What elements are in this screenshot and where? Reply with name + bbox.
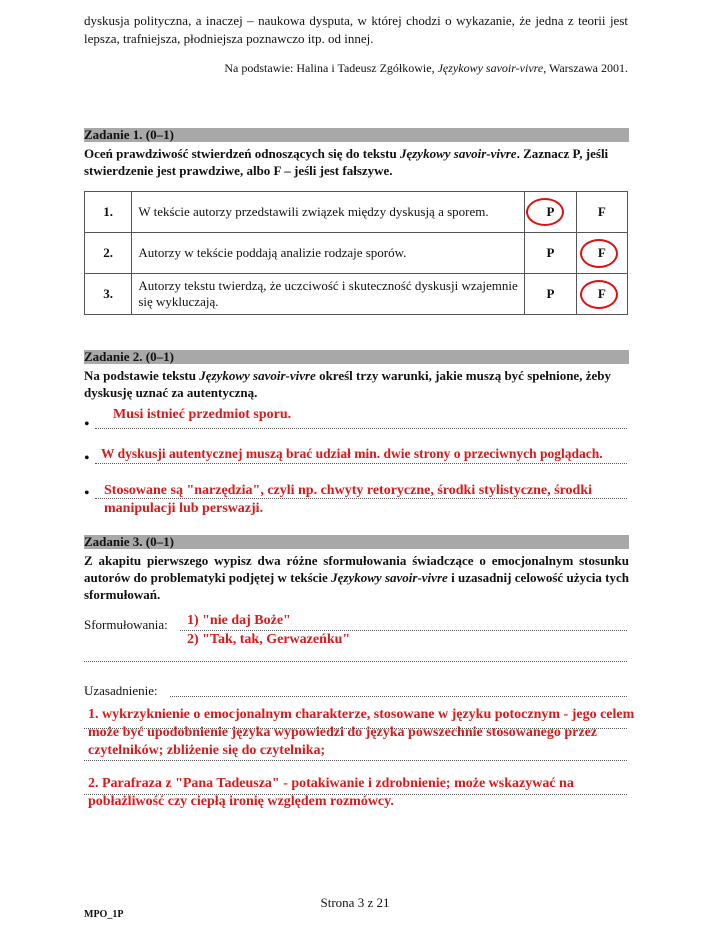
answer-circle (580, 280, 618, 309)
answer-line (84, 760, 627, 761)
task1-instruction: Oceń prawdziwość stwierdzeń odnoszących się do tekstu Językowy savoir-vivre. Zaznacz P, jeśli stwierdzenie jest prawdziwe, albo F – jeśli jest fałszywe. (84, 146, 609, 178)
answer-circle (580, 239, 618, 268)
answer-line (95, 463, 627, 464)
justification-1: 1. wykrzyknienie o emocjonalnym charakterze, stosowane w języku potocznym - jego celem może być upodobnienie języka wypowiedzi do języka powszechnie stosowanego przez czytelników; zbliżenie się do czytelnika; (88, 707, 635, 758)
task2-instruction: Na podstawie tekstu Językowy savoir-vivre określ trzy warunki, jakie muszą być spełnione, żeby dyskusję uznać za autentyczną. (84, 368, 611, 400)
justification-label: Uzasadnienie: (84, 683, 158, 698)
handwritten-answer-3: Stosowane są "narzędzia", czyli np. chwyty retoryczne, środki stylistyczne, środki manipulacji lub perswazji. (104, 483, 593, 516)
bullet-3: • (84, 485, 90, 502)
answer-line (180, 630, 627, 631)
table-row (85, 192, 628, 233)
option-false[interactable]: F (576, 274, 627, 315)
option-true[interactable]: P (525, 192, 576, 233)
justification-2: 2. Parafraza z "Pana Tadeusza" - potakiwanie i zdrobnienie; może wskazywać na pobłażliwość czy ciepłą ironię względem rozmówcy. (88, 776, 574, 809)
phrase-1: 1) "nie daj Boże" (187, 613, 291, 628)
intro-paragraph: dyskusja polityczna, a inaczej – naukowa dysputa, w której chodzi o wykazanie, że jedna z teorii jest lepsza, trafniejsza, płodniejsza poznawczo itp. od innej. (84, 13, 628, 46)
answer-circle (526, 198, 564, 226)
handwritten-answer-2: W dyskusji autentycznej muszą brać udział min. dwie strony o przeciwnych poglądach. (101, 446, 603, 461)
exam-code: MPO_1P (84, 909, 124, 920)
answer-line (95, 428, 627, 429)
phrases-label: Sformułowania: (84, 617, 168, 632)
phrase-2: 2) "Tak, tak, Gerwazeńku" (187, 632, 351, 647)
task2-header: Zadanie 2. (0–1) (84, 350, 629, 364)
task1-header: Zadanie 1. (0–1) (84, 128, 629, 142)
statement-text: Autorzy tekstu twierdzą, że uczciwość i skuteczność dyskusji wzajemnie się wykluczają. (132, 274, 525, 315)
true-false-table (84, 191, 628, 315)
option-false[interactable]: F (576, 192, 627, 233)
row-number: 3. (85, 274, 132, 315)
row-number: 2. (85, 233, 132, 274)
task3-header: Zadanie 3. (0–1) (84, 535, 629, 549)
source-citation: Na podstawie: Halina i Tadeusz Zgółkowie, Językowy savoir-vivre, Warszawa 2001. (224, 61, 628, 75)
table-row (85, 233, 628, 274)
handwritten-answer-1: Musi istnieć przedmiot sporu. (113, 407, 292, 422)
statement-text: Autorzy w tekście poddają analizie rodzaje sporów. (132, 233, 525, 274)
option-true[interactable]: P (525, 233, 576, 274)
answer-line (84, 661, 627, 662)
statement-text: W tekście autorzy przedstawili związek między dyskusją a sporem. (132, 192, 525, 233)
task3-instruction: Z akapitu pierwszego wypisz dwa różne sformułowania świadczące o emocjonalnym stosunku autorów do problematyki podjętej w tekście Językowy savoir-vivre i uzasadnij celowość użycia tych sformułowań. (84, 553, 629, 602)
option-true[interactable]: P (525, 274, 576, 315)
answer-line (170, 696, 627, 697)
bullet-1: • (84, 416, 90, 433)
bullet-2: • (84, 450, 90, 467)
page-number: Strona 3 z 21 (320, 895, 390, 910)
row-number: 1. (85, 192, 132, 233)
table-row (85, 274, 628, 315)
option-false[interactable]: F (576, 233, 627, 274)
